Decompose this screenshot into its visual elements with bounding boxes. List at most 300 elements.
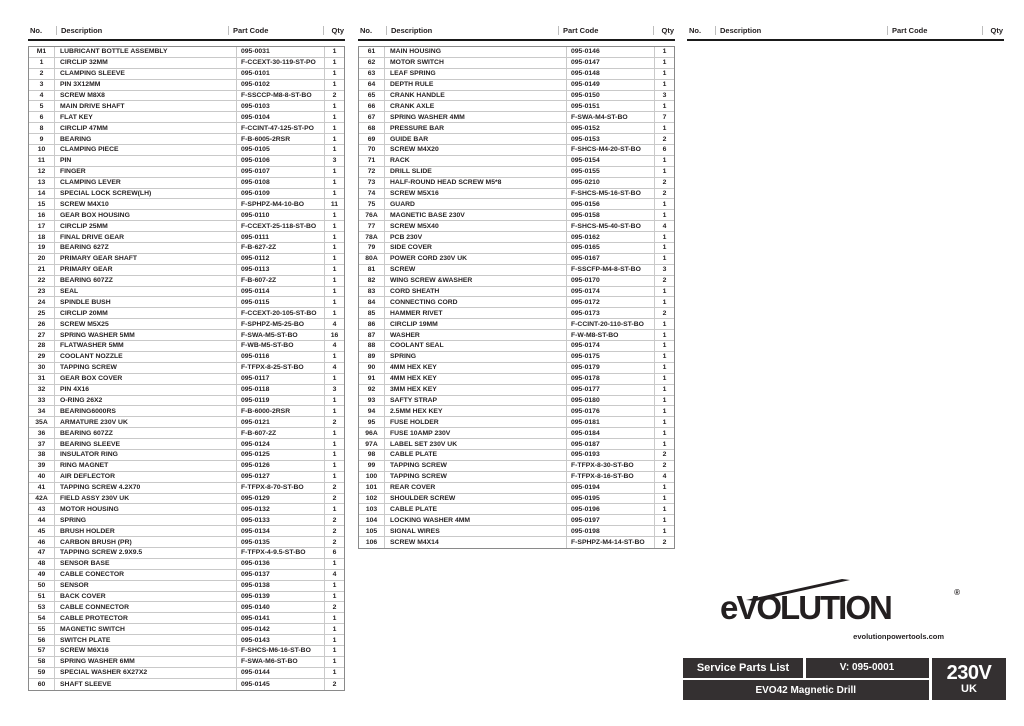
cell-qty: 1 [662,244,667,252]
parts-table-column-2 [358,24,675,549]
table-row [29,58,344,69]
cell-part-code: 095-0193 [567,450,655,460]
cell-qty: 2 [662,309,667,317]
cell-description: CIRCLIP 32MM [55,58,237,68]
cell-no: 22 [29,276,55,286]
table-row [29,134,344,145]
cell-description: TAPPING SCREW [55,363,237,373]
cell-description: TAPPING SCREW [385,461,567,471]
table-row [29,548,344,559]
cell-no: 97A [359,439,385,449]
cell-no: 5 [29,101,55,111]
table-row [29,199,344,210]
cell-no: 102 [359,494,385,504]
cell-description: WING SCREW &WASHER [385,276,567,286]
cell-description: SPINDLE BUSH [55,297,237,307]
cell-description: HAMMER RIVET [385,308,567,318]
table-row [29,210,344,221]
cell-no: 95 [359,417,385,427]
cell-description: SCREW M5X40 [385,221,567,231]
cell-part-code: 095-0114 [237,287,325,297]
cell-description: CIRCLIP 25MM [55,221,237,231]
table-row [29,287,344,298]
cell-part-code: F-CCEXT-25-118-ST-BO [237,221,325,231]
cell-no: 33 [29,396,55,406]
cell-part-code: 095-0103 [237,101,325,111]
cell-description: PRIMARY GEAR SHAFT [55,254,237,264]
cell-no: 14 [29,189,55,199]
cell-no: 48 [29,559,55,569]
cell-qty: 2 [662,462,667,470]
cell-description: PIN [55,156,237,166]
cell-qty: 1 [332,168,337,176]
table-row [29,515,344,526]
cell-qty: 1 [332,375,337,383]
cell-part-code: F-TFPX-8-25-ST-BO [237,363,325,373]
cell-part-code: 095-0175 [567,352,655,362]
cell-description: CORD SHEATH [385,287,567,297]
cell-part-code: F-TFPX-8-16-ST-BO [567,472,655,482]
table-row [29,189,344,200]
header-no: No. [360,26,373,35]
cell-description: SPRING [385,352,567,362]
cell-part-code: F-SPHPZ-M4-14-ST-BO [567,537,655,548]
cell-description: 3MM HEX KEY [385,385,567,395]
cell-part-code: 095-0139 [237,592,325,602]
cell-description: CARBON BRUSH (PR) [55,537,237,547]
table-row [359,341,674,352]
table-row [359,526,674,537]
cell-no: 68 [359,123,385,133]
cell-no: 47 [29,548,55,558]
cell-qty: 1 [332,669,337,677]
cell-part-code: 095-0142 [237,624,325,634]
cell-qty: 4 [332,320,337,328]
cell-description: SPECIAL WASHER 6X27X2 [55,668,237,678]
cell-no: 37 [29,439,55,449]
cell-part-code: 095-0109 [237,189,325,199]
cell-no: 104 [359,515,385,525]
cell-description: HALF-ROUND HEAD SCREW M5*8 [385,178,567,188]
version-label: V: 095-0001 [806,658,929,678]
cell-description: MAGNETIC SWITCH [55,624,237,634]
cell-description: BEARING SLEEVE [55,439,237,449]
table-row [359,167,674,178]
cell-description: SCREW M6X16 [55,646,237,656]
cell-part-code: F-SSCFP-M4-8-ST-BO [567,265,655,275]
cell-no: 53 [29,602,55,612]
cell-no: 31 [29,374,55,384]
evolution-brand-block [712,584,960,641]
cell-qty: 1 [662,440,667,448]
cell-part-code: 095-0031 [237,47,325,57]
cell-part-code: 095-0194 [567,483,655,493]
table-row [29,483,344,494]
table-row [359,112,674,123]
cell-description: PIN 4X16 [55,385,237,395]
cell-qty: 1 [662,516,667,524]
cell-part-code: 095-0124 [237,439,325,449]
cell-description: RING MAGNET [55,461,237,471]
table-row [29,145,344,156]
table-row [29,624,344,635]
voltage-region: UK [961,683,977,695]
cell-part-code: 095-0195 [567,494,655,504]
cell-description: RACK [385,156,567,166]
cell-no: 83 [359,287,385,297]
table-row [29,602,344,613]
cell-description: WASHER [385,330,567,340]
cell-no: 29 [29,352,55,362]
column-header [687,24,1004,37]
table-row [29,91,344,102]
cell-no: 20 [29,254,55,264]
cell-description: SCREW M5X25 [55,319,237,329]
table-row [359,276,674,287]
cell-part-code: 095-0158 [567,210,655,220]
cell-description: CABLE CONECTOR [55,570,237,580]
cell-part-code: 095-0116 [237,352,325,362]
table-row [29,101,344,112]
cell-part-code: 095-0141 [237,613,325,623]
table-row [359,330,674,341]
cell-qty: 1 [662,168,667,176]
table-row [359,134,674,145]
cell-no: 106 [359,537,385,548]
cell-part-code: F-SSCCP-M8-8-ST-BO [237,91,325,101]
cell-no: 76A [359,210,385,220]
cell-qty: 1 [332,59,337,67]
cell-part-code: 095-0117 [237,374,325,384]
cell-part-code: 095-0152 [567,123,655,133]
cell-no: 27 [29,330,55,340]
cell-description: SCREW M8X8 [55,91,237,101]
cell-description: SHAFT SLEEVE [55,679,237,690]
cell-no: 77 [359,221,385,231]
cell-part-code: F-SWA-M4-ST-BO [567,112,655,122]
cell-no: 71 [359,156,385,166]
cell-qty: 1 [332,81,337,89]
cell-part-code: F-B-6000-2RSR [237,406,325,416]
cell-qty: 1 [332,179,337,187]
cell-qty: 1 [662,494,667,502]
table-row [29,406,344,417]
cell-description: SENSOR BASE [55,559,237,569]
table-row [359,417,674,428]
cell-description: SIGNAL WIRES [385,526,567,536]
cell-part-code: F-SWA-M6-ST-BO [237,657,325,667]
table-row [29,308,344,319]
cell-description: SHOULDER SCREW [385,494,567,504]
cell-no: 56 [29,635,55,645]
cell-no: 92 [359,385,385,395]
cell-part-code: F-B-607-2Z [237,428,325,438]
table-row [359,406,674,417]
cell-qty: 1 [332,135,337,143]
cell-qty: 1 [332,560,337,568]
cell-part-code: F-B-607-2Z [237,276,325,286]
cell-no: 38 [29,450,55,460]
cell-qty: 2 [332,92,337,99]
table-row [29,123,344,134]
cell-description: GEAR BOX HOUSING [55,210,237,220]
cell-description: INSULATOR RING [55,450,237,460]
header-qty: Qty [323,26,345,35]
table-row [29,243,344,254]
table-row [359,504,674,515]
cell-qty: 1 [332,266,337,274]
cell-part-code: F-SPHPZ-M4-10-BO [237,199,325,209]
cell-part-code: F-B-6005-2RSR [237,134,325,144]
cell-description: SPRING WASHER 5MM [55,330,237,340]
cell-no: 19 [29,243,55,253]
cell-no: 3 [29,80,55,90]
table-row [359,461,674,472]
cell-part-code: 095-0113 [237,265,325,275]
cell-qty: 1 [662,386,667,394]
table-row [359,374,674,385]
cell-qty: 1 [662,418,667,426]
cell-description: FIELD ASSY 230V UK [55,494,237,504]
table-row [29,330,344,341]
cell-part-code: F-B-627-2Z [237,243,325,253]
table-row [359,396,674,407]
cell-part-code: 095-0111 [237,232,325,242]
cell-qty: 1 [332,211,337,219]
cell-description: BEARING 607ZZ [55,276,237,286]
cell-part-code: 095-0132 [237,504,325,514]
cell-qty: 16 [330,331,339,339]
cell-part-code: F-TFPX-8-70-ST-BO [237,483,325,493]
cell-qty: 1 [662,342,667,350]
cell-qty: 11 [330,200,339,208]
table-row [359,265,674,276]
cell-part-code: F-SHCS-M5-16-ST-BO [567,189,655,199]
header-description: Description [386,26,558,35]
cell-description: CABLE PLATE [385,450,567,460]
header-part-code: Part Code [887,26,982,35]
registered-trademark-icon: ® [954,588,960,597]
header-rule [358,39,675,41]
table-row [29,668,344,679]
cell-no: 36 [29,428,55,438]
cell-no: 69 [359,134,385,144]
table-row [29,178,344,189]
cell-no: 89 [359,352,385,362]
service-parts-list-label: Service Parts List [683,658,803,678]
cell-qty: 1 [332,102,337,110]
cell-description: SPECIAL LOCK SCREW(LH) [55,189,237,199]
table-row [29,396,344,407]
cell-qty: 2 [332,527,337,535]
cell-qty: 2 [332,538,337,546]
cell-no: 79 [359,243,385,253]
cell-description: MOTOR SWITCH [385,58,567,68]
cell-qty: 1 [332,277,337,285]
table-row [359,297,674,308]
cell-qty: 3 [662,92,667,99]
cell-description: MOTOR HOUSING [55,504,237,514]
table-row [359,210,674,221]
cell-description: 2.5MM HEX KEY [385,406,567,416]
table-row [29,167,344,178]
cell-qty: 1 [332,244,337,252]
cell-qty: 1 [332,658,337,666]
logo-lower-e: e [720,589,737,626]
table-row [29,265,344,276]
cell-part-code: 095-0167 [567,254,655,264]
cell-description: GUARD [385,199,567,209]
cell-no: 39 [29,461,55,471]
cell-part-code: 095-0135 [237,537,325,547]
cell-no: 32 [29,385,55,395]
cell-description: MAIN HOUSING [385,47,567,57]
cell-qty: 1 [332,298,337,306]
cell-no: 81 [359,265,385,275]
cell-description: LUBRICANT BOTTLE ASSEMBLY [55,47,237,57]
cell-no: 93 [359,396,385,406]
cell-no: 57 [29,646,55,656]
cell-qty: 2 [332,494,337,502]
cell-part-code: 095-0129 [237,494,325,504]
cell-no: 46 [29,537,55,547]
cell-description: FINAL DRIVE GEAR [55,232,237,242]
cell-qty: 1 [332,309,337,317]
footer-plate [683,658,1006,701]
cell-qty: 2 [662,179,667,187]
cell-description: SEAL [55,287,237,297]
voltage-badge [932,658,1006,700]
cell-part-code: 095-0102 [237,80,325,90]
cell-part-code: F-CCEXT-30-119-ST-PO [237,58,325,68]
header-part-code: Part Code [558,26,653,35]
cell-no: 65 [359,91,385,101]
cell-part-code: 095-0174 [567,341,655,351]
cell-description: CLAMPING PIECE [55,145,237,155]
cell-description: SCREW [385,265,567,275]
table-row [359,221,674,232]
cell-qty: 1 [332,190,337,198]
cell-part-code: 095-0162 [567,232,655,242]
cell-qty: 3 [332,157,337,165]
cell-description: BEARING 627Z [55,243,237,253]
header-no: No. [689,26,702,35]
cell-no: 94 [359,406,385,416]
cell-qty: 1 [332,396,337,404]
table-row [29,504,344,515]
cell-qty: 2 [332,418,337,426]
cell-qty: 1 [662,396,667,404]
cell-description: PRESSURE BAR [385,123,567,133]
cell-part-code: 095-0196 [567,504,655,514]
cell-qty: 4 [332,364,337,372]
cell-qty: 2 [332,603,337,611]
table-row [29,570,344,581]
cell-no: 82 [359,276,385,286]
cell-description: BEARING6000RS [55,406,237,416]
cell-part-code: F-W-M8-ST-BO [567,330,655,340]
cell-description: FUSE 10AMP 230V [385,428,567,438]
cell-qty: 1 [662,70,667,78]
cell-part-code: 095-0147 [567,58,655,68]
cell-part-code: 095-0187 [567,439,655,449]
cell-description: SCREW M4X14 [385,537,567,548]
cell-qty: 2 [332,680,337,688]
cell-description: CIRCLIP 19MM [385,319,567,329]
cell-part-code: F-SWA-M5-ST-BO [237,330,325,340]
table-row [29,613,344,624]
cell-qty: 1 [332,592,337,600]
cell-no: 16 [29,210,55,220]
cell-description: FUSE HOLDER [385,417,567,427]
cell-qty: 1 [332,429,337,437]
cell-part-code: 095-0144 [237,668,325,678]
cell-part-code: 095-0146 [567,47,655,57]
table-row [29,47,344,58]
table-row [359,80,674,91]
cell-description: CIRCLIP 20MM [55,308,237,318]
cell-qty: 1 [662,157,667,165]
table-row [359,385,674,396]
table-row [29,374,344,385]
cell-description: POWER CORD 230V UK [385,254,567,264]
table-row [29,679,344,690]
table-row [29,526,344,537]
cell-part-code: 095-0106 [237,156,325,166]
header-no: No. [30,26,43,35]
cell-description: ARMATURE 230V UK [55,417,237,427]
cell-description: SPRING WASHER 6MM [55,657,237,667]
header-rule [687,39,1004,41]
cell-no: 78A [359,232,385,242]
cell-qty: 1 [332,233,337,241]
table-row [359,47,674,58]
cell-part-code: 095-0145 [237,679,325,690]
cell-part-code: 095-0176 [567,406,655,416]
cell-no: 87 [359,330,385,340]
cell-part-code: 095-0197 [567,515,655,525]
cell-description: DEPTH RULE [385,80,567,90]
table-row [29,581,344,592]
cell-description: TAPPING SCREW [385,472,567,482]
cell-part-code: 095-0125 [237,450,325,460]
cell-part-code: F-SPHPZ-M5-25-BO [237,319,325,329]
cell-description: GEAR BOX COVER [55,374,237,384]
parts-table [28,46,345,691]
cell-part-code: 095-0178 [567,374,655,384]
cell-qty: 1 [662,331,667,339]
cell-description: CRANK HANDLE [385,91,567,101]
cell-description: SPRING WASHER 4MM [385,112,567,122]
cell-qty: 1 [332,614,337,622]
cell-description: SWITCH PLATE [55,635,237,645]
cell-part-code: F-TFPX-8-30-ST-BO [567,461,655,471]
cell-description: BRUSH HOLDER [55,526,237,536]
header-part-code: Part Code [228,26,323,35]
cell-no: 72 [359,167,385,177]
cell-description: MAIN DRIVE SHAFT [55,101,237,111]
cell-part-code: 095-0112 [237,254,325,264]
cell-qty: 1 [662,505,667,513]
cell-qty: 1 [662,484,667,492]
cell-qty: 7 [662,113,667,121]
cell-description: LABEL SET 230V UK [385,439,567,449]
cell-description: CONNECTING CORD [385,297,567,307]
cell-no: 70 [359,145,385,155]
cell-no: 75 [359,199,385,209]
cell-part-code: 095-0184 [567,428,655,438]
cell-no: 26 [29,319,55,329]
